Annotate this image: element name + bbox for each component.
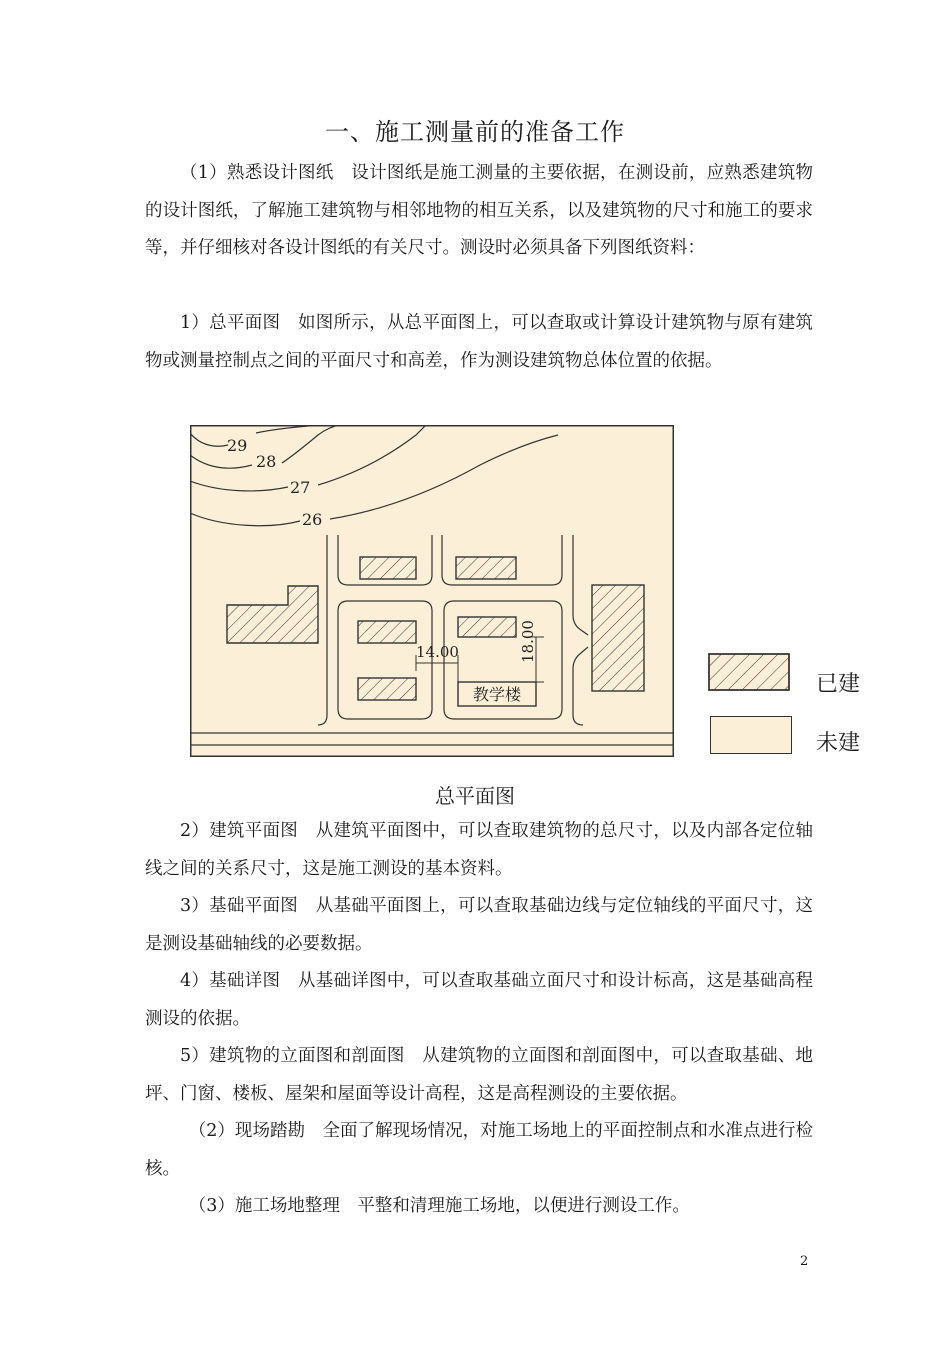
existing-building-6 xyxy=(592,585,644,691)
contour-label-27: 27 xyxy=(290,478,311,497)
legend-unbuilt-label: 未建 xyxy=(816,731,861,756)
contour-label-26: 26 xyxy=(302,510,323,529)
contour-label-29: 29 xyxy=(227,436,248,455)
dimension-vertical-label: 18.00 xyxy=(519,620,537,663)
contour-label-28: 28 xyxy=(256,452,277,471)
paragraph-8: （3）施工场地整理 平整和清理施工场地，以便进行测设工作。 xyxy=(188,1196,690,1216)
page-number: 2 xyxy=(800,1254,809,1269)
page-title: 一、施工测量前的准备工作 xyxy=(325,118,625,146)
paragraph-5: 4）基础详图 从基础详图中，可以查取基础立面尺寸和设计标高，这是基础高程测设的依据。 xyxy=(145,971,813,1029)
legend-built-label: 已建 xyxy=(816,672,861,697)
site-plan-figure xyxy=(190,425,674,757)
planned-building-label: 教学楼 xyxy=(472,685,522,704)
existing-building-1 xyxy=(360,557,416,579)
existing-building-2 xyxy=(456,557,516,579)
existing-building-5 xyxy=(358,678,416,700)
legend-unbuilt-swatch xyxy=(710,716,792,754)
legend-built-swatch xyxy=(708,653,792,693)
figure-caption: 总平面图 xyxy=(435,784,515,808)
paragraph-7: （2）现场踏勘 全面了解现场情况，对施工场地上的平面控制点和水准点进行检核。 xyxy=(145,1121,813,1179)
existing-building-3 xyxy=(358,621,416,643)
paragraph-2: 1）总平面图 如图所示，从总平面图上，可以查取或计算设计建筑物与原有建筑物或测量控制点之间的平面尺寸和高差，作为测设建筑物总体位置的依据。 xyxy=(145,313,813,371)
dimension-horizontal-label: 14.00 xyxy=(416,643,459,661)
paragraph-3: 2）建筑平面图 从建筑平面图中，可以查取建筑物的总尺寸，以及内部各定位轴线之间的关系尺寸，这是施工测设的基本资料。 xyxy=(145,821,813,879)
paragraph-6: 5）建筑物的立面图和剖面图 从建筑物的立面图和剖面图中，可以查取基础、地坪、门窗、楼板、屋架和屋面等设计高程，这是高程测设的主要依据。 xyxy=(145,1046,813,1104)
existing-building-4 xyxy=(458,617,516,637)
paragraph-1: （1）熟悉设计图纸 设计图纸是施工测量的主要依据，在测设前，应熟悉建筑物的设计图纸，了解施工建筑物与相邻地物的相互关系，以及建筑物的尺寸和施工的要求等，并仔细核对各设计图纸的有关尺寸。测设时必须具备下列图纸资料： xyxy=(145,163,813,258)
paragraph-4: 3）基础平面图 从基础平面图上，可以查取基础边线与定位轴线的平面尺寸，这是测设基础轴线的必要数据。 xyxy=(145,896,813,954)
